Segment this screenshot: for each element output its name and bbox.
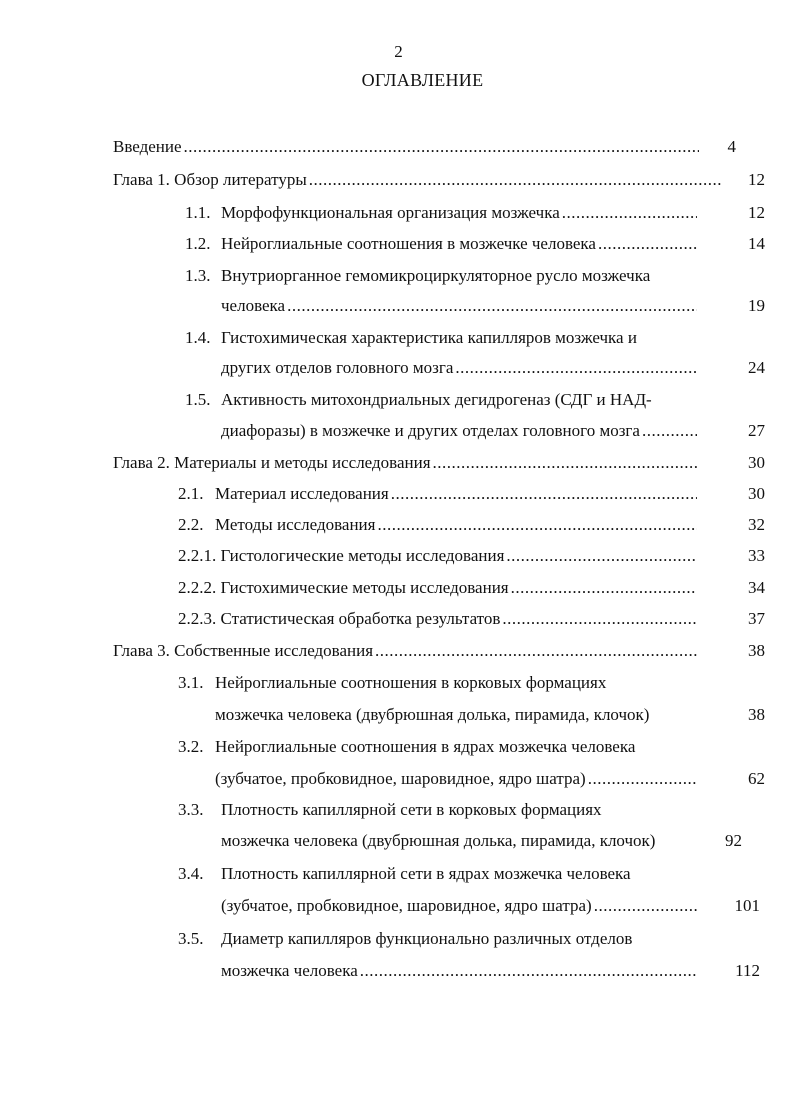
page-number: 2 xyxy=(394,42,403,61)
toc-entry-text: Введение xyxy=(113,137,182,156)
toc-entry-text: Методы исследования xyxy=(215,515,376,534)
toc-entry-1-2 xyxy=(221,234,699,254)
toc-entry-number: 3.1. xyxy=(178,673,204,692)
toc-entry-2-2-3 xyxy=(178,609,699,629)
toc-entry-page: 27 xyxy=(748,421,765,440)
toc-entry-page: 12 xyxy=(748,170,765,189)
toc-entry-number: 3.5. xyxy=(178,929,204,948)
toc-entry-page: 30 xyxy=(748,453,765,472)
leader-dots xyxy=(502,609,697,629)
toc-entry-page: 33 xyxy=(748,546,765,565)
toc-entry-3-1-line1: Нейроглиальные соотношения в корковых формациях xyxy=(215,673,607,692)
toc-entry-page: 14 xyxy=(748,234,765,253)
toc-entry-text: 2.2.2. Гистохимические методы исследования xyxy=(178,578,509,597)
toc-entry-chapter-3 xyxy=(113,641,699,661)
toc-entry-page: 34 xyxy=(748,578,765,597)
toc-entry-text: Нейроглиальные соотношения в мозжечке человека xyxy=(221,234,596,253)
toc-entry-number: 2.2. xyxy=(178,515,204,534)
toc-entry-page: 32 xyxy=(748,515,765,534)
leader-dots xyxy=(309,170,722,190)
toc-entry-number: 1.4. xyxy=(185,328,211,347)
toc-entry-text: Глава 3. Собственные исследования xyxy=(113,641,374,660)
toc-entry-1-1 xyxy=(221,203,699,223)
toc-entry-text: мозжечка человека xyxy=(221,961,358,980)
leader-dots xyxy=(562,203,697,223)
toc-entry-text: других отделов головного мозга xyxy=(221,358,454,377)
toc-entry-page: 101 xyxy=(734,896,760,915)
toc-entry-text: Глава 1. Обзор литературы xyxy=(113,170,307,189)
toc-entry-2-2 xyxy=(215,515,699,535)
toc-entry-chapter-2 xyxy=(113,453,699,473)
leader-dots xyxy=(287,296,697,316)
toc-entry-chapter-1 xyxy=(113,170,724,190)
leader-dots xyxy=(184,137,699,157)
toc-entry-3-4-line2 xyxy=(221,896,699,916)
toc-entry-1-4-line2 xyxy=(221,358,699,378)
toc-entry-1-5-line1: Активность митохондриальных дегидрогеназ (СДГ и НАД- xyxy=(221,390,652,409)
toc-entry-text: 2.2.3. Статистическая обработка результатов xyxy=(178,609,501,628)
toc-entry-page: 62 xyxy=(748,769,765,788)
toc-entry-1-3-line1: Внутриорганное гемомикроциркуляторное русло мозжечка xyxy=(221,266,651,285)
toc-entry-3-5-line1: Диаметр капилляров функционально различных отделов xyxy=(221,929,633,948)
leader-dots xyxy=(506,546,697,566)
toc-entry-page: 38 xyxy=(748,705,765,724)
leader-dots xyxy=(455,358,697,378)
toc-entry-3-3-line2: мозжечка человека (двубрюшная долька, пирамида, клочок) xyxy=(221,831,656,850)
leader-dots xyxy=(642,421,697,441)
toc-entry-page: 4 xyxy=(727,137,736,156)
toc-entry-2-1 xyxy=(215,484,699,504)
leader-dots xyxy=(433,453,697,473)
toc-entry-page: 19 xyxy=(748,296,765,315)
leader-dots xyxy=(375,641,697,661)
toc-entry-2-2-2 xyxy=(178,578,699,598)
leader-dots xyxy=(360,961,697,981)
toc-entry-number: 1.2. xyxy=(185,234,211,253)
toc-entry-number: 3.4. xyxy=(178,864,204,883)
toc-entry-page: 92 xyxy=(725,831,742,850)
toc-entry-number: 3.3. xyxy=(178,800,204,819)
toc-title: ОГЛАВЛЕНИЕ xyxy=(361,70,484,90)
leader-dots xyxy=(377,515,697,535)
toc-entry-1-5-line2 xyxy=(221,421,699,441)
toc-entry-text: диафоразы) в мозжечке и других отделах головного мозга xyxy=(221,421,640,440)
toc-entry-number: 1.5. xyxy=(185,390,211,409)
toc-entry-3-5-line2 xyxy=(221,961,699,981)
toc-entry-page: 112 xyxy=(735,961,760,980)
toc-entry-text: (зубчатое, пробковидное, шаровидное, ядро шатра) xyxy=(215,769,586,788)
toc-entry-page: 37 xyxy=(748,609,765,628)
leader-dots xyxy=(588,769,697,789)
toc-entry-number: 3.2. xyxy=(178,737,204,756)
toc-entry-text: 2.2.1. Гистологические методы исследования xyxy=(178,546,505,565)
toc-entry-number: 1.3. xyxy=(185,266,211,285)
toc-entry-2-2-1 xyxy=(178,546,699,566)
toc-entry-3-2-line2 xyxy=(215,769,699,789)
toc-entry-1-4-line1: Гистохимическая характеристика капилляров мозжечка и xyxy=(221,328,637,347)
toc-entry-intro xyxy=(113,137,701,157)
toc-entry-number: 1.1. xyxy=(185,203,211,222)
toc-entry-1-3-line2 xyxy=(221,296,699,316)
leader-dots xyxy=(511,578,697,598)
leader-dots xyxy=(598,234,697,254)
toc-entry-3-2-line1: Нейроглиальные соотношения в ядрах мозжечка человека xyxy=(215,737,636,756)
toc-entry-number: 2.1. xyxy=(178,484,204,503)
toc-entry-3-1-line2: мозжечка человека (двубрюшная долька, пирамида, клочок) xyxy=(215,705,650,724)
toc-entry-page: 38 xyxy=(748,641,765,660)
toc-entry-3-4-line1: Плотность капиллярной сети в ядрах мозжечка человека xyxy=(221,864,631,883)
toc-entry-text: Морфофункциональная организация мозжечка xyxy=(221,203,560,222)
leader-dots xyxy=(594,896,697,916)
toc-entry-text: человека xyxy=(221,296,286,315)
toc-entry-text: Материал исследования xyxy=(215,484,389,503)
toc-entry-page: 30 xyxy=(748,484,765,503)
toc-entry-page: 12 xyxy=(748,203,765,222)
toc-entry-text: (зубчатое, пробковидное, шаровидное, ядро шатра) xyxy=(221,896,592,915)
toc-entry-text: Глава 2. Материалы и методы исследования xyxy=(113,453,431,472)
leader-dots xyxy=(391,484,697,504)
toc-entry-3-3-line1: Плотность капиллярной сети в корковых формациях xyxy=(221,800,602,819)
toc-entry-page: 24 xyxy=(748,358,765,377)
